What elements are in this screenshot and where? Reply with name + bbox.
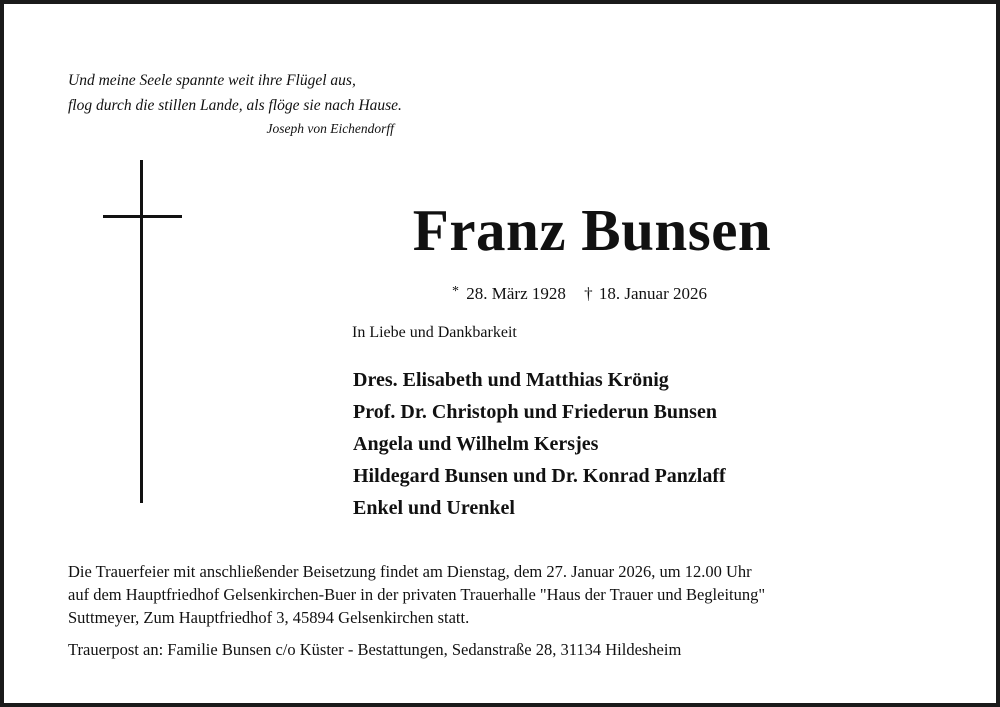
mourner-entry: Dres. Elisabeth und Matthias Krönig [353, 369, 669, 391]
mourners-list [353, 364, 726, 524]
ceremony-line-2: auf dem Hauptfriedhof Gelsenkirchen-Buer in der privaten Trauerhalle "Haus der Trauer und Begleitung" [68, 585, 766, 604]
poem-line-2: flog durch die stillen Lande, als flöge sie nach Hause. [68, 97, 402, 114]
poem-quote [68, 68, 402, 140]
ceremony-line-1: Die Trauerfeier mit anschließender Beisetzung findet am Dienstag, dem 27. Januar 2026, um 12.00 Uhr [68, 562, 752, 581]
death-symbol: † [584, 284, 593, 303]
deceased-name: Franz Bunsen [412, 197, 772, 263]
poem-line-1: Und meine Seele spannte weit ihre Flügel aus, [68, 72, 356, 89]
condolence-address: Trauerpost an: Familie Bunsen c/o Küster - Bestattungen, Sedanstraße 28, 31134 Hildesheim [68, 640, 682, 659]
mourner-entry: Hildegard Bunsen und Dr. Konrad Panzlaff [353, 465, 726, 487]
death-date: 18. Januar 2026 [598, 284, 707, 303]
mourner-entry: Enkel und Urenkel [353, 497, 515, 519]
dedication: In Liebe und Dankbarkeit [352, 324, 517, 341]
mourner-entry: Angela und Wilhelm Kersjes [353, 433, 599, 455]
birth-date: 28. März 1928 [466, 284, 566, 303]
mourner-entry: Prof. Dr. Christoph und Friederun Bunsen [353, 401, 717, 423]
ceremony-notice [68, 560, 948, 629]
birth-symbol: * [452, 284, 459, 299]
ceremony-line-3: Suttmeyer, Zum Hauptfriedhof 3, 45894 Gelsenkirchen statt. [68, 608, 470, 627]
life-dates [452, 280, 707, 306]
poem-author: Joseph von Eichendorff [266, 121, 394, 136]
